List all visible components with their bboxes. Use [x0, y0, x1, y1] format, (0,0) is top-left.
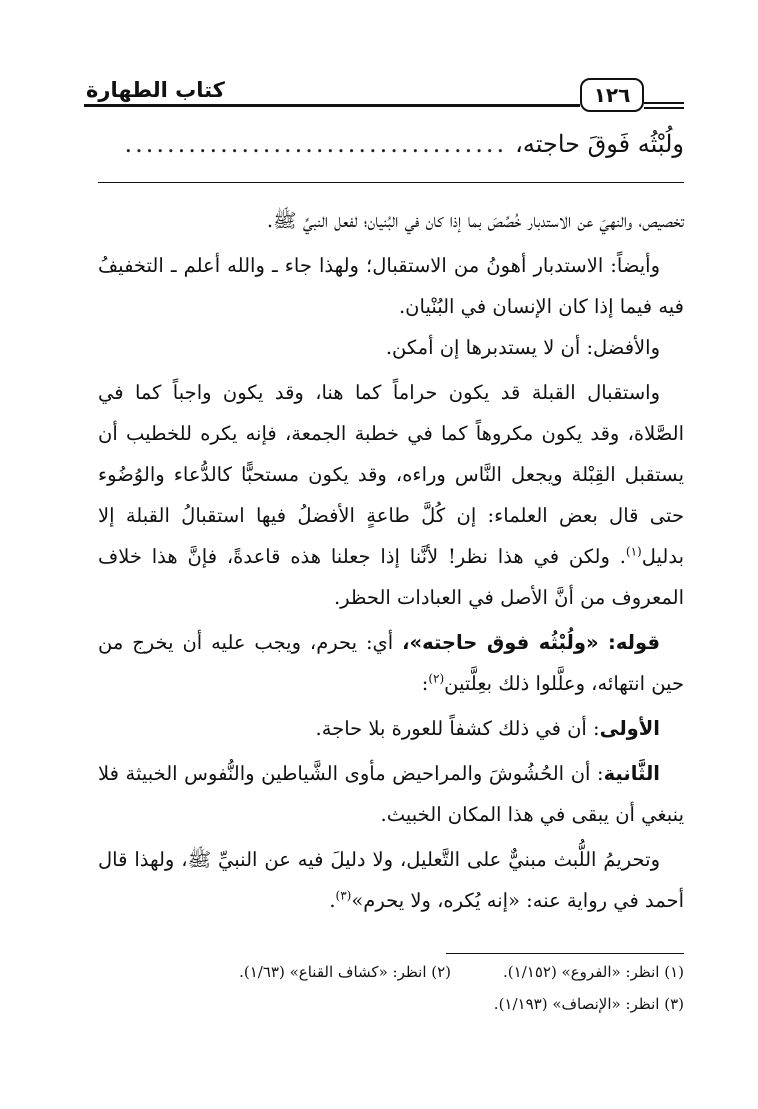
paragraph-text: أي: يحرم، ويجب عليه أن يخرج من حين انتهائه، وعلَّلوا ذلك بعِلَّتين [98, 631, 684, 695]
footnote-ref: (٢) [428, 671, 445, 686]
paragraph-text: واستقبال القبلة قد يكون حراماً كما هنا، وقد يكون واجباً كما في الصَّلاة، وقد يكون مكروهاً كما في خطبة الجمعة، فإنه يكره للخطيب أن يستقبل القِبْلة ويجعل النَّاس وراءه، وقد يكون مستحبًّا كالدُّعاء والوُضُوء حتى قال بعض العلماء: إن كُلَّ طاعةٍ الأفضلُ فيها استقبالُ القبلة إلا بدليل [98, 381, 684, 568]
header-rule-right-bottom [644, 107, 684, 109]
paragraph-text: . ولكن في هذا نظر! لأنَّنا إذا جعلنا هذه قاعدةً، فإنَّ هذا خلاف المعروف من أنَّ الأصل في العبادات الحظر. [98, 545, 684, 609]
point-label: الأولى [599, 717, 660, 740]
header-rule-right-top [644, 102, 684, 104]
paragraph [98, 622, 684, 704]
paragraph: تخصيص، والنهيَ عن الاستدبار خُصِّصَ بما إذا كان في البُنيان؛ لفعل النبيِّ ﷺ. [266, 209, 684, 232]
matn-line [98, 130, 684, 158]
paragraph-text: وتحريمُ اللُّبث مبنيٌّ على التَّعليل، ولا دليلَ فيه عن النبيِّ ﷺ، ولهذا قال أحمد في رواية عنه: «إنه يُكره، ولا يحرم» [98, 848, 684, 912]
footnote-row [64, 963, 684, 981]
paragraph: والأفضل: أن لا يستدبرها إن أمكن. [385, 336, 660, 359]
paragraph-text: : [421, 672, 429, 695]
footnote-ref: (١) [625, 544, 642, 559]
paragraph-text: : أن في ذلك كشفاً للعورة بلا حاجة. [315, 717, 600, 740]
point-label: الثَّانية [603, 762, 660, 785]
page-number: ١٢٦ [580, 78, 644, 112]
matn-dots: .................................... [124, 130, 508, 158]
paragraph-text: : أن الحُشُوشَ والمراحيض مأوى الشَّياطين والنُّفوس الخبيثة فلا ينبغي أن يبقى في هذا المكان الخبيث. [98, 762, 684, 826]
header-rule [84, 104, 580, 107]
paragraph-text: . [329, 889, 336, 912]
footnote: (٢) انظر: «كشاف القناع» (١/٦٣). [239, 963, 452, 981]
matn-text: ولُبْثُه فَوقَ حاجته، [515, 130, 684, 158]
matn-rule [98, 182, 684, 183]
footnote: (٣) انظر: «الإنصاف» (١/١٩٣). [493, 995, 684, 1013]
paragraph [98, 372, 684, 618]
matn-quote: قوله: «ولُبْثُه فوق حاجته»، [402, 631, 660, 654]
footnote-rule [446, 953, 684, 954]
paragraph [98, 753, 684, 835]
footnote-row [64, 995, 684, 1013]
book-title: كتاب الطهارة [86, 78, 225, 102]
footnote-ref: (٣) [335, 888, 352, 903]
commentary-body [98, 200, 684, 921]
paragraph [98, 708, 684, 749]
footnote: (١) انظر: «الفروع» (١/١٥٢). [503, 963, 684, 981]
paragraph: وأيضاً: الاستدبار أهونُ من الاستقبال؛ ولهذا جاء ـ والله أعلم ـ التخفيفُ فيه فيما إذا كان الإنسان في البُنْيان. [98, 254, 684, 318]
paragraph [98, 839, 684, 921]
